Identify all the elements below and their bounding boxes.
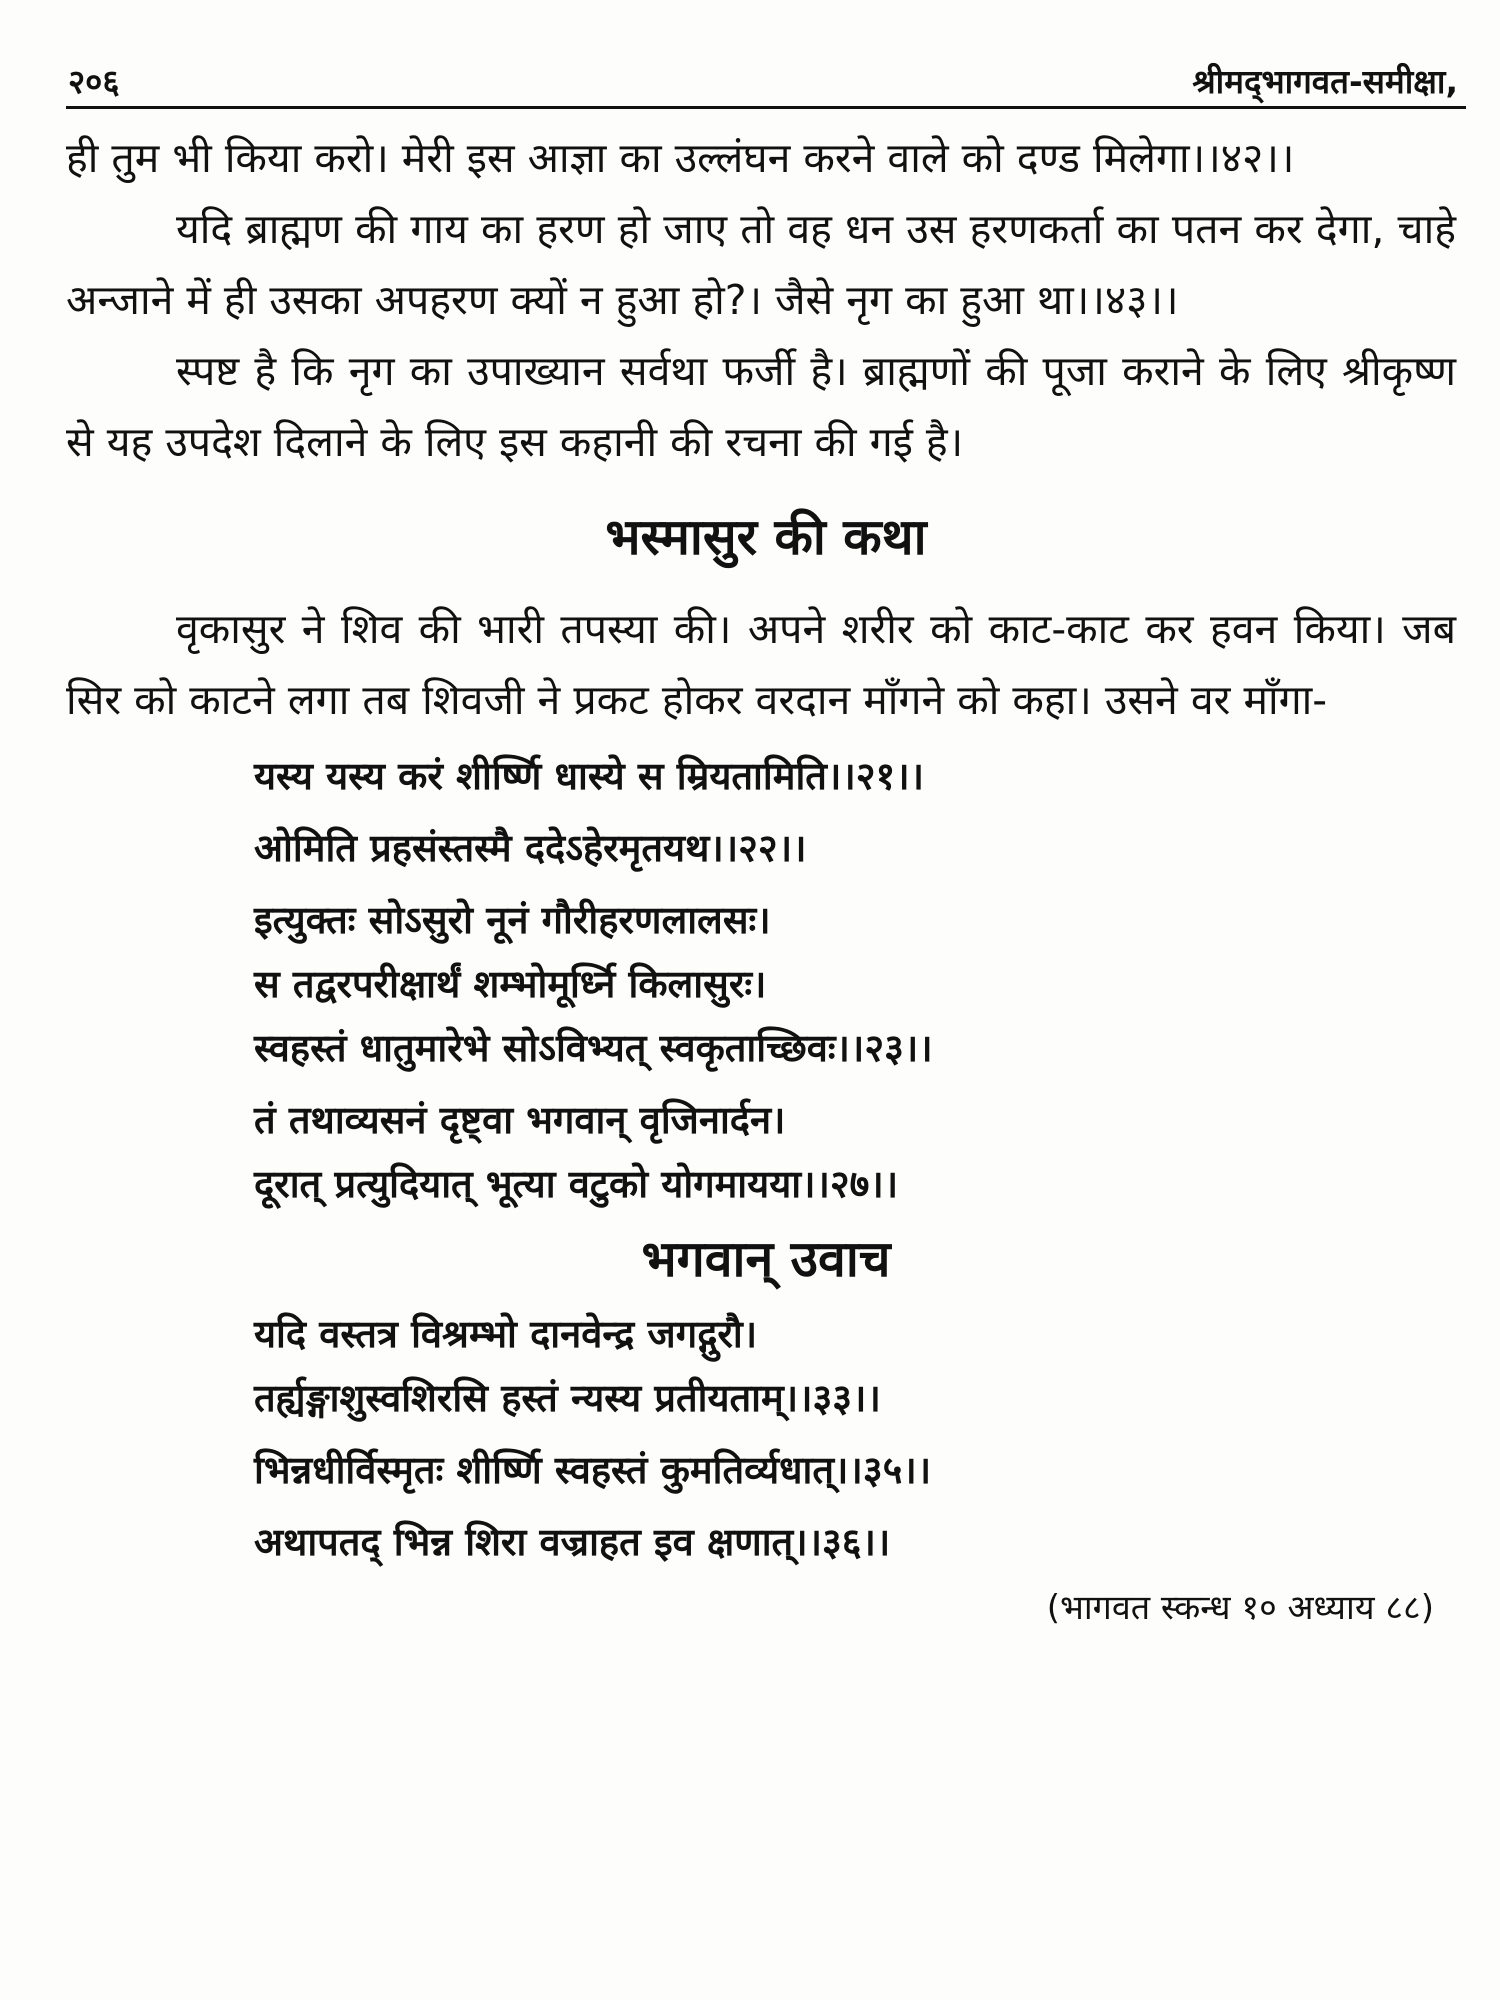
verse-block-2: [254, 1302, 1466, 1574]
section-heading: भस्मासुर की कथा: [605, 508, 927, 566]
body-text: [66, 123, 1466, 478]
verse-block-1: [254, 744, 1466, 1216]
verse-stanza: [254, 888, 1466, 1080]
paragraph-continuation: ही तुम भी किया करो। मेरी इस आज्ञा का उल्लंघन करने वाले को दण्ड मिलेगा।।४२।।: [66, 134, 1295, 182]
verse-line: अथापतद् भिन्न शिरा वज्राहत इव क्षणात्।।३६।।: [254, 1520, 891, 1564]
subheading: भगवान् उवाच: [641, 1230, 891, 1288]
verse-line: ओमिति प्रहसंस्तस्मै ददेऽहेरमृतयथ।।२२।।: [254, 826, 807, 870]
verse-line: दूरात् प्रत्युदियात् भूत्या वटुको योगमायया।।२७।।: [254, 1162, 899, 1206]
verse-line: यस्य यस्य करं शीर्ष्णि धास्ये स म्रियतामिति।।२१।।: [254, 754, 925, 798]
verse-line: स तद्वरपरीक्षार्थं शम्भोमूर्ध्नि किलासुरः।: [254, 962, 767, 1006]
verse-stanza: [254, 1438, 1466, 1502]
book-title: श्रीमद्‌भागवत-समीक्षा,: [1192, 62, 1458, 101]
running-header: [66, 62, 1466, 109]
section-body: [66, 594, 1466, 736]
paragraph-cow-theft: यदि ब्राह्मण की गाय का हरण हो जाए तो वह धन उस हरणकर्ता का पतन कर देगा, चाहे अन्जाने में ही उसका अपहरण क्यों न हुआ हो?। जैसे नृग का हुआ था।।४३।।: [66, 205, 1456, 324]
verse-stanza: [254, 1510, 1466, 1574]
paragraph-nrig-conclusion: स्पष्ट है कि नृग का उपाख्यान सर्वथा फर्जी है। ब्राह्मणों की पूजा कराने के लिए श्रीकृष्ण से यह उपदेश दिलाने के लिए इस कहानी की रचना की गई है।: [66, 347, 1456, 466]
verse-line: भिन्नधीर्विस्मृतः शीर्ष्णि स्वहस्तं कुमतिर्व्यधात्।।३५।।: [254, 1448, 932, 1492]
paragraph-vrikasur: वृकासुर ने शिव की भारी तपस्या की। अपने शरीर को काट-काट कर हवन किया। जब सिर को काटने लगा तब शिवजी ने प्रकट होकर वरदान माँगने को कहा। उसने वर माँगा-: [66, 605, 1456, 724]
verse-stanza: [254, 1088, 1466, 1216]
verse-stanza: [254, 1302, 1466, 1430]
verse-line: यदि वस्तत्र विश्रम्भो दानवेन्द्र जगद्गुरौ।: [254, 1312, 758, 1356]
verse-stanza: [254, 816, 1466, 880]
verse-line: तं तथाव्यसनं दृष्ट्वा भगवान् वृजिनार्दन।: [254, 1098, 786, 1142]
source-reference: (भागवत स्कन्ध १० अध्याय ८८): [1046, 1588, 1434, 1628]
verse-stanza: [254, 744, 1466, 808]
page-number: २०६: [68, 62, 120, 101]
verse-line: इत्युक्तः सोऽसुरो नूनं गौरीहरणलालसः।: [254, 898, 771, 942]
verse-line: स्वहस्तं धातुमारेभे सोऽविभ्यत् स्वकृताच्छिवः।।२३।।: [254, 1026, 933, 1070]
verse-line: तर्ह्यङ्गाशुस्वशिरसि हस्तं न्यस्य प्रतीयताम्।।३३।।: [254, 1376, 881, 1420]
